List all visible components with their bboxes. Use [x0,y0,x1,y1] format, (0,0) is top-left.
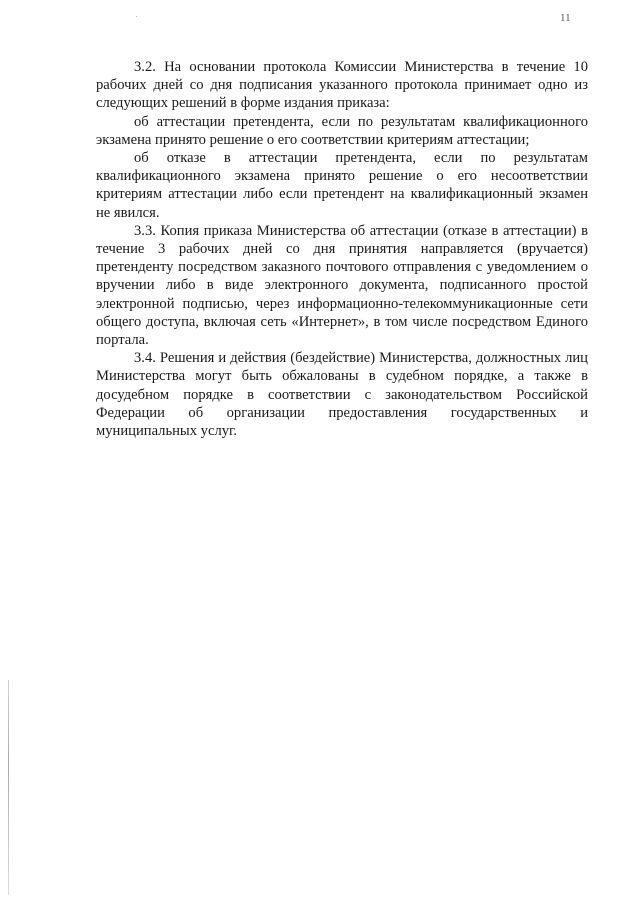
scan-edge-mark [8,680,9,895]
scan-speck [136,16,137,17]
paragraph-attestation-granted: об аттестации претендента, если по результатам квалификационного экзамена принято решение о его соответствии критериям аттестации; [96,113,588,148]
paragraph-3-4: 3.4. Решения и действия (бездействие) Министерства, должностных лиц Министерства могут быть обжалованы в судебном порядке, а также в досудебном порядке в соответствии с законодательством Российской Федерации об организации предоставления государственных и муниципальных услуг. [96,350,588,440]
paragraph-3-2: 3.2. На основании протокола Комиссии Министерства в течение 10 рабочих дней со дня подписания указанного протокола принимает одно из следующих решений в форме издания приказа: [96,59,588,112]
paragraph-3-3: 3.3. Копия приказа Министерства об аттестации (отказе в аттестации) в течение 3 рабочих дней со дня принятия направляется (вручается) претенденту посредством заказного почтового отправления с уведомлением о вручении либо в виде электронного документа, подписанного простой электронной подписью, через информационно-телекоммуникационные сети общего доступа, включая сеть «Интернет», в том числе посредством Единого портала. [96,222,588,349]
document-body [96,58,588,440]
paragraph-attestation-refused: об отказе в аттестации претендента, если по результатам квалификационного экзамена принято решение о его несоответствии критериям аттестации либо если претендент на квалификационный экзамен не явился. [96,150,588,221]
page-number: 11 [560,12,571,24]
